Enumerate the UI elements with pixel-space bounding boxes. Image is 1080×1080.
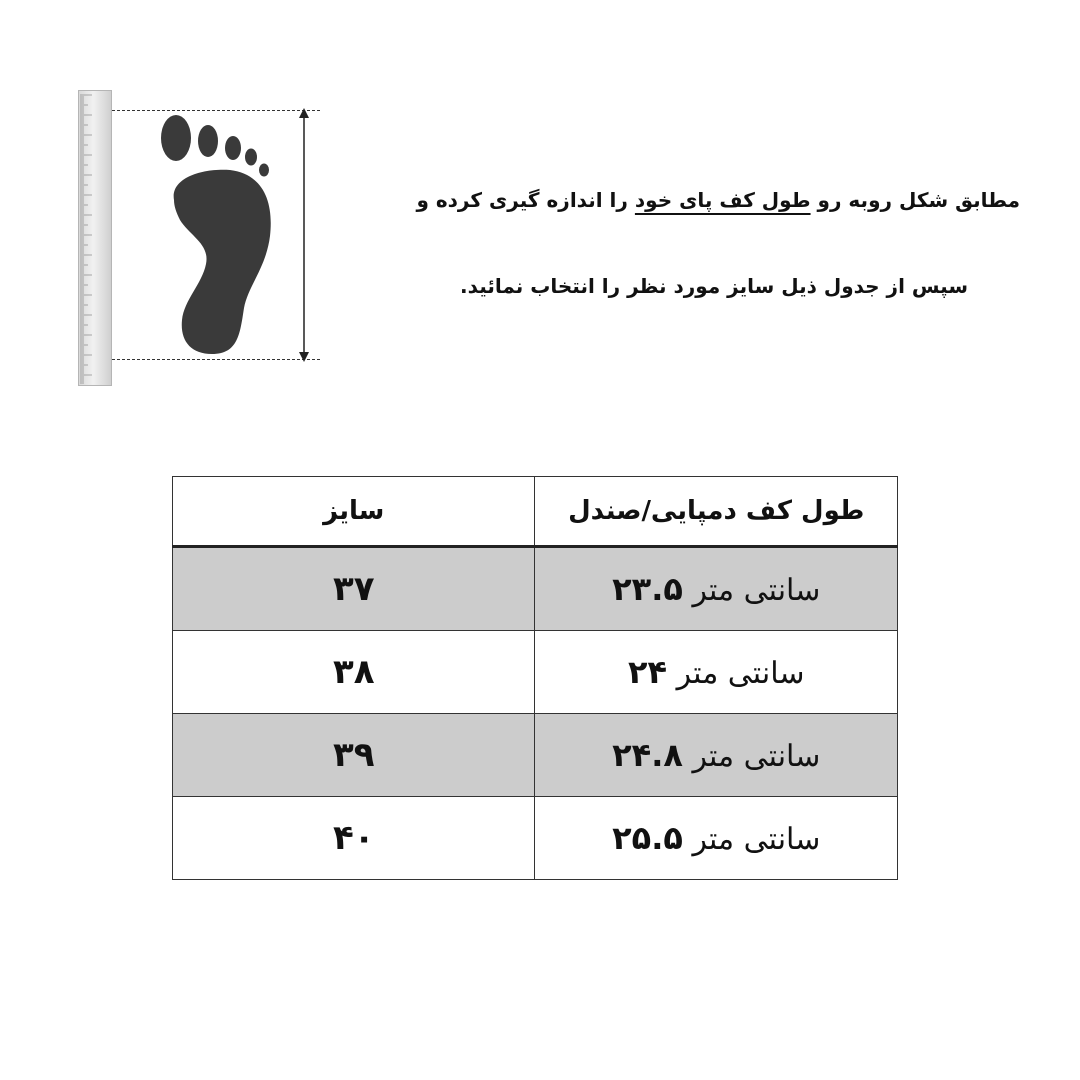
size-value: ۳۸ <box>173 631 535 714</box>
table-row <box>173 631 898 714</box>
size-table <box>172 476 898 880</box>
instruction-emphasis: طول کف پای خود <box>634 188 811 212</box>
unit-label: سانتی متر <box>692 739 821 774</box>
length-cell <box>535 631 898 714</box>
size-value: ۳۷ <box>173 547 535 631</box>
length-value: ۲۵.۵ <box>612 819 683 857</box>
table-row <box>173 547 898 631</box>
ruler-ticks <box>79 91 113 387</box>
table-header-row <box>173 477 898 547</box>
length-cell <box>535 797 898 880</box>
unit-label: سانتی متر <box>676 656 805 691</box>
unit-label: سانتی متر <box>692 822 821 857</box>
unit-label: سانتی متر <box>692 573 821 608</box>
table-row <box>173 797 898 880</box>
length-value: ۲۴ <box>627 653 668 691</box>
length-value: ۲۴.۸ <box>612 736 683 774</box>
instruction-text-after: را اندازه گیری کرده و <box>416 188 628 212</box>
header-length: طول کف دمپایی/صندل <box>535 477 898 547</box>
instruction-line-1 <box>416 188 1020 212</box>
length-cell <box>535 547 898 631</box>
length-cell <box>535 714 898 797</box>
double-arrow-vertical-icon <box>296 108 312 362</box>
size-value: ۴۰ <box>173 797 535 880</box>
table-row <box>173 714 898 797</box>
size-value: ۳۹ <box>173 714 535 797</box>
header-size: سایز <box>173 477 535 547</box>
instruction-text-before: مطابق شکل روبه رو <box>817 188 1020 212</box>
footprint-icon <box>150 108 280 360</box>
length-value: ۲۳.۵ <box>612 570 683 608</box>
ruler-icon <box>78 90 112 386</box>
instruction-line-2: سپس از جدول ذیل سایز مورد نظر را انتخاب نمائید. <box>460 274 968 298</box>
